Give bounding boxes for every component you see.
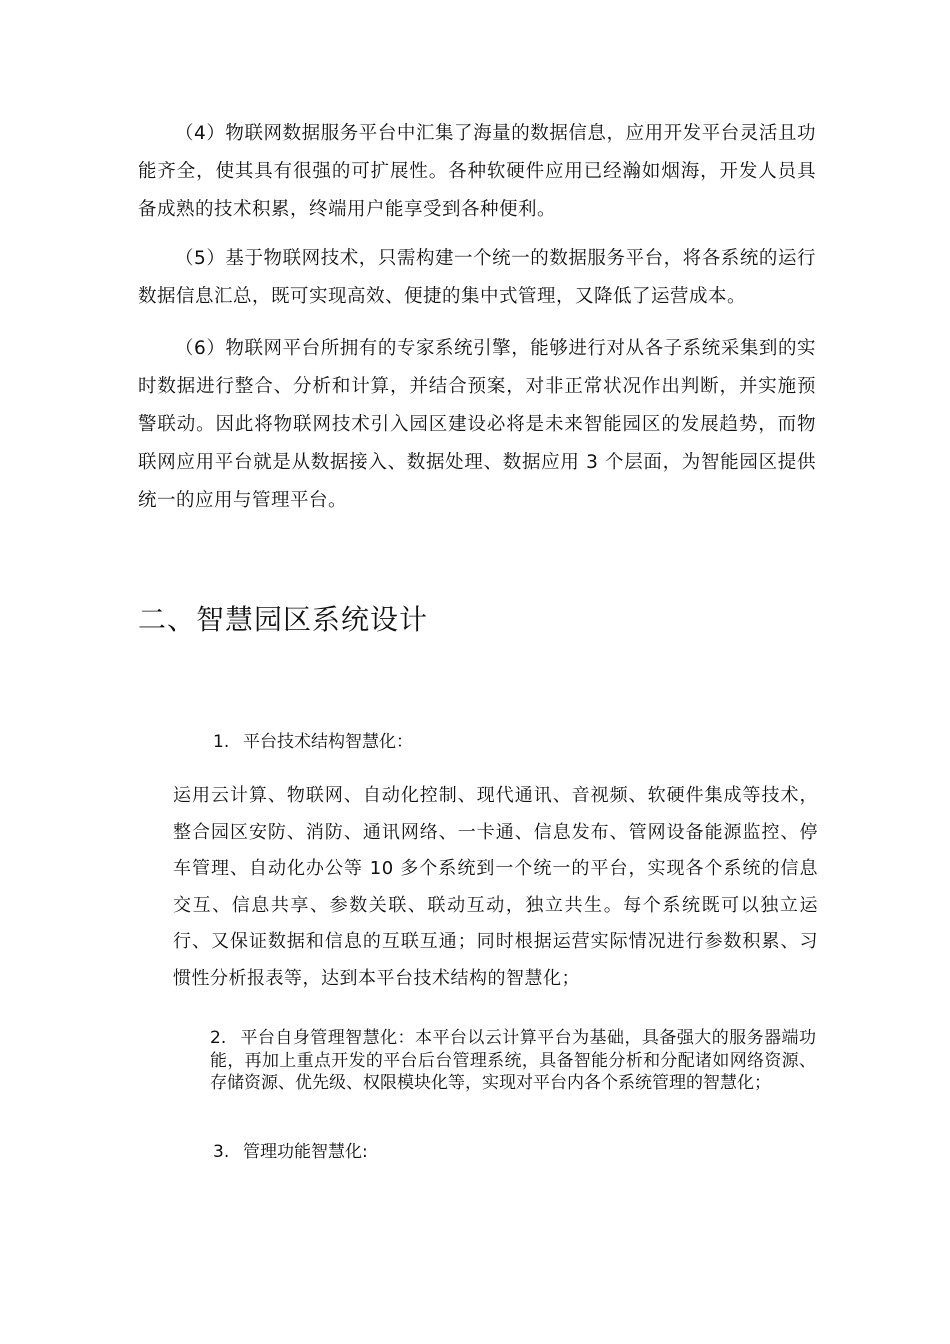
list-item-1-text: 平台技术结构智慧化： <box>243 732 413 752</box>
list-item-1-number: 1. <box>213 732 230 752</box>
list-item-2-number: 2. <box>210 1028 227 1048</box>
list-item-1-body: 运用云计算、物联网、自动化控制、现代通讯、音视频、软硬件集成等技术，整合园区安防、消防、通讯网络、一卡通、信息发布、管网设备能源监控、停车管理、自动化办公等 10 多个系统到一个统一的平台，实现各个系统的信息交互、信息共享、参数关联、联动互动，独立共生。每个系统既可以独立运行、又保证数据和信息的互联互通；同时根据运营实际情况进行参数积累、习惯性分析报表等，达到本平台技术结构的智慧化； <box>173 785 818 989</box>
list-item-3-number: 3. <box>213 1142 230 1162</box>
list-item-3-text: 管理功能智慧化: <box>243 1142 368 1162</box>
list-item-2-text: 平台自身管理智慧化：本平台以云计算平台为基础，具备强大的服务器端功能，再加上重点开发的平台后台管理系统，具备智能分析和分配诸如网络资源、存储资源、优先级、权限模块化等，实现对平台内各个系统管理的智慧化； <box>210 1028 816 1093</box>
paragraph-5: （5）基于物联网技术，只需构建一个统一的数据服务平台，将各系统的运行数据信息汇总，既可实现高效、便捷的集中式管理，又降低了运营成本。 <box>138 248 816 307</box>
list-item-2 <box>210 1027 816 1095</box>
section-heading: 二、智慧园区系统设计 <box>138 603 429 636</box>
list-item-3 <box>213 1138 368 1166</box>
paragraph-6: （6）物联网平台所拥有的专家系统引擎，能够进行对从各子系统采集到的实时数据进行整合、分析和计算，并结合预案，对非正常状况作出判断，并实施预警联动。因此将物联网技术引入园区建设必将是未来智能园区的发展趋势，而物联网应用平台就是从数据接入、数据处理、数据应用 3 个层面，为智能园区提供统一的应用与管理平台。 <box>138 338 816 511</box>
list-item-1 <box>213 728 413 756</box>
paragraph-4: （4）物联网数据服务平台中汇集了海量的数据信息，应用开发平台灵活且功能齐全，使其具有很强的可扩展性。各种软硬件应用已经瀚如烟海，开发人员具备成熟的技术积累，终端用户能享受到各种便利。 <box>138 123 816 220</box>
